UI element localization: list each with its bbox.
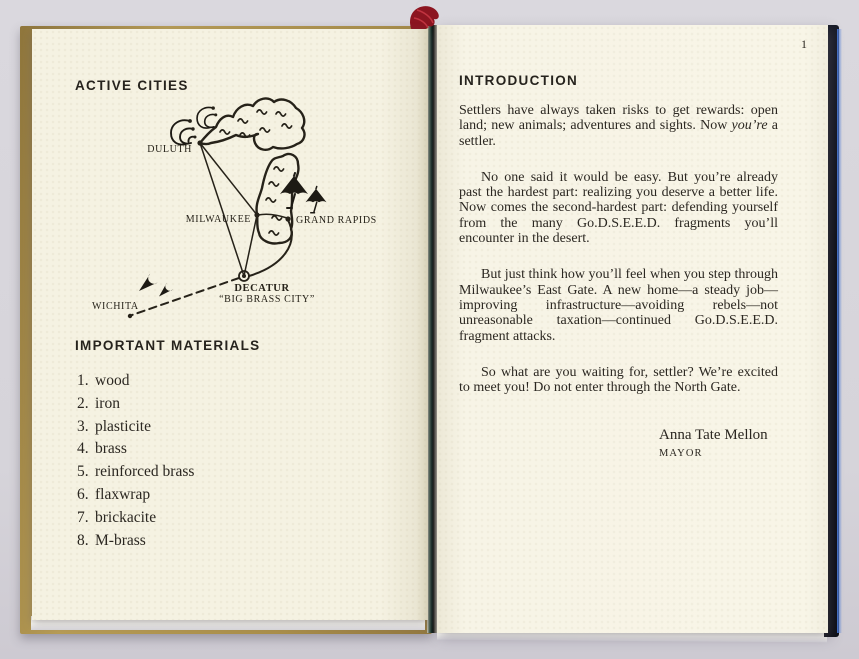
beach-umbrella-icon [306, 187, 327, 213]
materials-item [77, 416, 194, 439]
important-materials-heading: IMPORTANT MATERIALS [75, 338, 261, 353]
map-label-milwaukee: MILWAUKEE [185, 214, 251, 225]
materials-item [77, 484, 194, 507]
beach-umbrella-icon [280, 173, 308, 208]
material-label: iron [95, 394, 120, 412]
introduction-heading: INTRODUCTION [459, 73, 579, 88]
materials-item [77, 370, 194, 393]
map-label-grand-rapids: GRAND RAPIDS [296, 215, 377, 226]
city-dot-wichita [128, 314, 132, 318]
windblown-debris-icon [139, 274, 158, 291]
intro-paragraph [459, 103, 778, 149]
material-number: 8. [77, 531, 89, 549]
right-page [437, 25, 828, 633]
material-label: M-brass [95, 531, 146, 549]
materials-item [77, 438, 194, 461]
route-grand-rapids-decatur [249, 220, 292, 276]
city-dot-milwaukee [254, 212, 259, 217]
signature-block [659, 428, 778, 461]
city-dot-duluth [197, 140, 202, 145]
page-number: 1 [801, 37, 807, 51]
material-number: 5. [77, 463, 89, 481]
route-duluth-milwaukee [200, 143, 257, 215]
active-cities-map [70, 90, 400, 340]
materials-item [77, 530, 194, 553]
materials-item [77, 393, 194, 416]
material-label: brickacite [95, 508, 157, 526]
material-number: 6. [77, 485, 89, 503]
map-label-duluth: DULUTH [147, 144, 192, 155]
material-label: plasticite [95, 417, 151, 435]
wind-gust-icon [171, 119, 197, 144]
materials-list [77, 370, 194, 552]
windblown-debris-icon [159, 283, 173, 297]
material-label: wood [95, 372, 130, 389]
material-number: 3. [77, 417, 89, 435]
intro-paragraph-text: a settler. [459, 118, 778, 149]
material-number: 1. [77, 372, 89, 389]
signature-title: MAYOR [659, 447, 703, 459]
right-cover-blue-edge [837, 29, 842, 633]
intro-paragraph: So what are you waiting for, settler? We’re excited to meet you! Do not enter through the North Gate. [459, 364, 778, 396]
book-spine-gutter [427, 25, 437, 633]
materials-item [77, 461, 194, 484]
material-number: 4. [77, 440, 89, 458]
signature-name: Anna Tate Mellon [659, 427, 768, 444]
material-number: 2. [77, 394, 89, 412]
lake-superior-wave-marks [220, 110, 292, 137]
map-label-decatur: DECATUR [234, 283, 290, 294]
intro-paragraph: But just think how you’ll feel when you step through Milwaukee’s East Gate. A new home—a steady job—improving infrastructure—avoiding rebels—not unreasonable taxation—continued Go.D.S.E.E.D. fragment attacks. [459, 267, 778, 344]
route-duluth-decatur [200, 143, 244, 276]
intro-paragraph-emphasis: you’re [731, 118, 768, 134]
materials-item [77, 507, 194, 530]
intro-paragraph: No one said it would be easy. But you’re already past the hardest part: realizing you deserve a better life. Now comes the second-hardest part: defending yourself from the many Go.D.S.E.E.D. fragments you’ll encounter in the desert. [459, 169, 778, 247]
map-label-wichita: WICHITA [92, 301, 139, 312]
introduction-text [459, 103, 778, 461]
wind-gust-icon [197, 106, 217, 128]
material-label: brass [95, 440, 127, 458]
active-cities-heading: ACTIVE CITIES [75, 78, 189, 93]
city-dot-grand-rapids [285, 216, 290, 221]
material-label: flaxwrap [95, 485, 151, 503]
map-label-decatur-nickname: “BIG BRASS CITY” [219, 294, 315, 305]
lake-michigan-wave-marks [266, 167, 284, 235]
intro-paragraph-text: Settlers have always taken risks to get rewards: open land; new animals; adventures and sights. Now [459, 103, 778, 134]
material-label: reinforced brass [95, 463, 195, 481]
left-page [32, 29, 428, 620]
material-number: 7. [77, 508, 89, 526]
lake-superior-outline [200, 99, 304, 150]
